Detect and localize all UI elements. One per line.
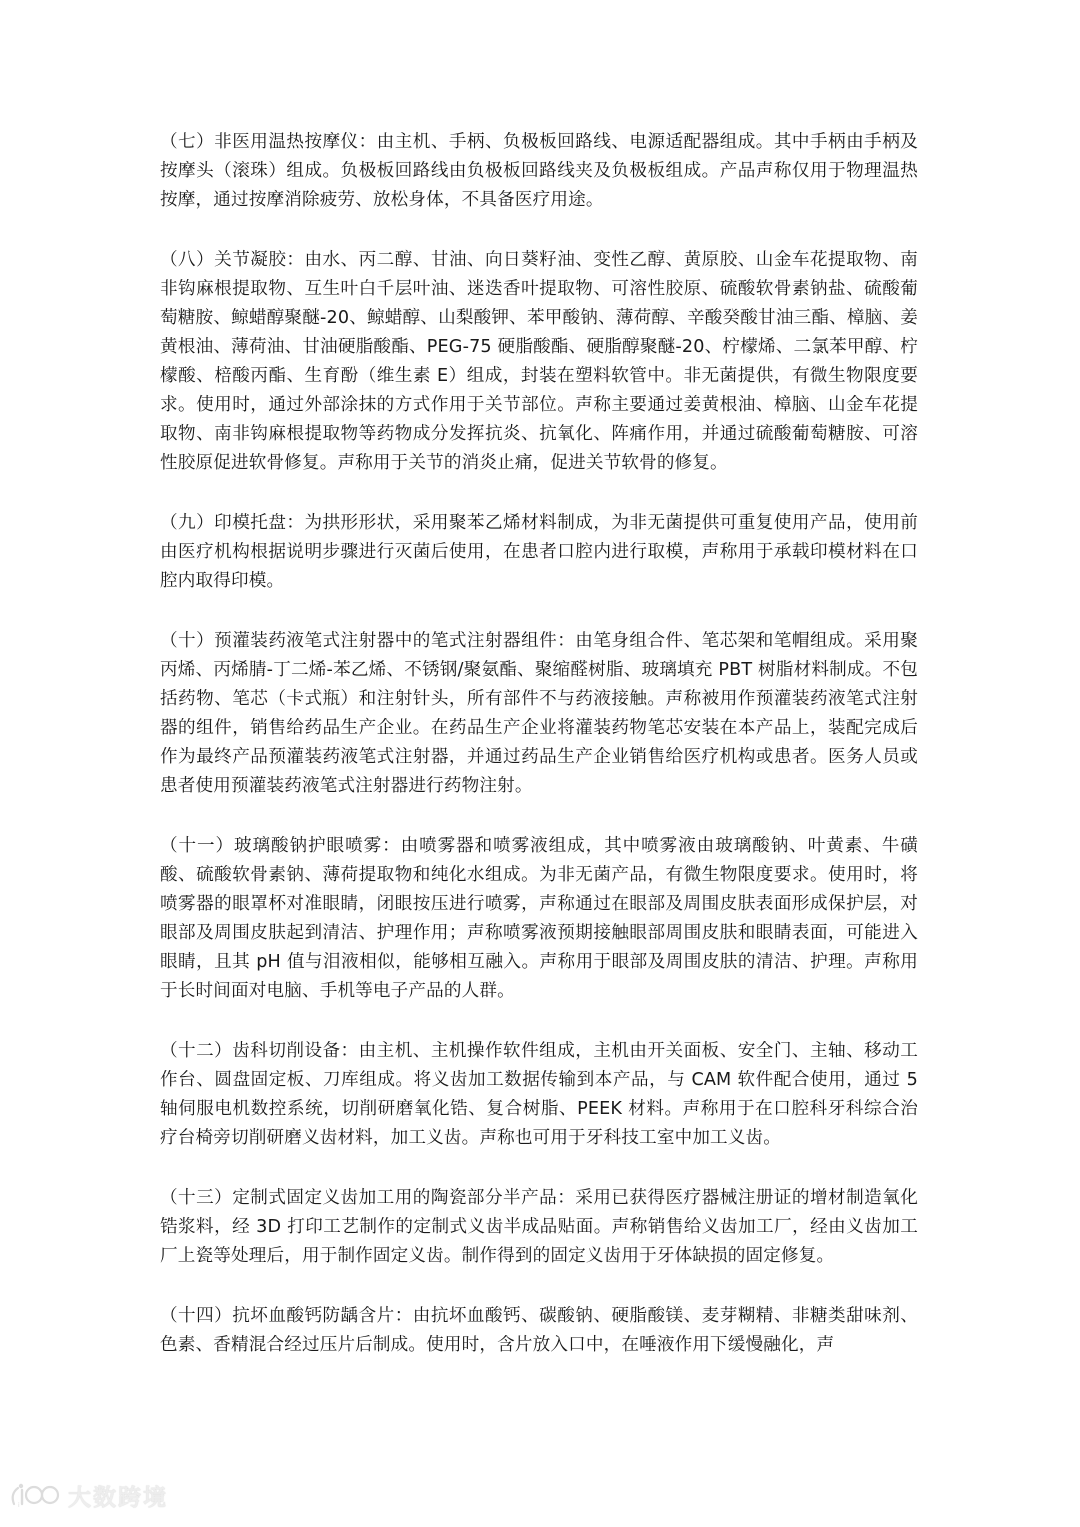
- paragraph-10: （十）预灌装药液笔式注射器中的笔式注射器组件：由笔身组合件、笔芯架和笔帽组成。采用聚丙烯、丙烯腈-丁二烯-苯乙烯、不锈钢/聚氨酯、聚缩醛树脂、玻璃填充 PBT 树脂材料制成。不包括药物、笔芯（卡式瓶）和注射针头，所有部件不与药液接触。声称被用作预灌装药液笔式注射器的组件，销售给药品生产企业。在药品生产企业将灌装药物笔芯安装在本产品上，装配完成后作为最终产品预灌装药液笔式注射器，并通过药品生产企业销售给医疗机构或患者。医务人员或患者使用预灌装药液笔式注射器进行药物注射。: [160, 631, 918, 796]
- paragraph-7: （七）非医用温热按摩仪：由主机、手柄、负极板回路线、电源适配器组成。其中手柄由手柄及按摩头（滚珠）组成。负极板回路线由负极板回路线夹及负极板组成。产品声称仅用于物理温热按摩，通过按摩消除疲劳、放松身体，不具备医疗用途。: [160, 132, 918, 210]
- paragraph-8: （八）关节凝胶：由水、丙二醇、甘油、向日葵籽油、变性乙醇、黄原胶、山金车花提取物、南非钩麻根提取物、互生叶白千层叶油、迷迭香叶提取物、可溶性胶原、硫酸软骨素钠盐、硫酸葡萄糖胺、鲸蜡醇聚醚-20、鲸蜡醇、山梨酸钾、苯甲酸钠、薄荷醇、辛酸癸酸甘油三酯、樟脑、姜黄根油、薄荷油、甘油硬脂酸酯、PEG-75 硬脂酸酯、硬脂醇聚醚-20、柠檬烯、二氯苯甲醇、柠檬酸、棓酸丙酯、生育酚（维生素 E）组成，封装在塑料软管中。非无菌提供，有微生物限度要求。使用时，通过外部涂抹的方式作用于关节部位。声称主要通过姜黄根油、樟脑、山金车花提取物、南非钩麻根提取物等药物成分发挥抗炎、抗氧化、阵痛作用，并通过硫酸葡萄糖胺、可溶性胶原促进软骨修复。声称用于关节的消炎止痛，促进关节软骨的修复。: [160, 250, 918, 473]
- watermark-text: 大数跨境: [68, 1484, 168, 1511]
- paragraph-14: （十四）抗坏血酸钙防龋含片：由抗坏血酸钙、碳酸钠、硬脂酸镁、麦芽糊精、非糖类甜味剂、色素、香精混合经过压片后制成。使用时，含片放入口中，在唾液作用下缓慢融化，声: [160, 1306, 918, 1355]
- paragraph-9: （九）印模托盘：为拱形形状，采用聚苯乙烯材料制成，为非无菌提供可重复使用产品，使用前由医疗机构根据说明步骤进行灭菌后使用，在患者口腔内进行取模，声称用于承载印模材料在口腔内取得印模。: [160, 513, 918, 591]
- watermark-logo-icon: [8, 1480, 62, 1510]
- document-body: [160, 128, 918, 1360]
- paragraph-13: （十三）定制式固定义齿加工用的陶瓷部分半产品：采用已获得医疗器械注册证的增材制造氧化锆浆料，经 3D 打印工艺制作的定制式义齿半成品贴面。声称销售给义齿加工厂，经由义齿加工厂上瓷等处理后，用于制作固定义齿。制作得到的固定义齿用于牙体缺损的固定修复。: [160, 1188, 918, 1266]
- watermark: [8, 1478, 168, 1512]
- watermark-logo-text: i: [18, 1502, 20, 1509]
- paragraph-12: （十二）齿科切削设备：由主机、主机操作软件组成，主机由开关面板、安全门、主轴、移动工作台、圆盘固定板、刀库组成。将义齿加工数据传输到本产品，与 CAM 软件配合使用，通过 5 轴伺服电机数控系统，切削研磨氧化锆、复合树脂、PEEK 材料。声称用于在口腔科牙科综合治疗台椅旁切削研磨义齿材料，加工义齿。声称也可用于牙科技工室中加工义齿。: [160, 1041, 918, 1148]
- paragraph-11: （十一）玻璃酸钠护眼喷雾：由喷雾器和喷雾液组成，其中喷雾液由玻璃酸钠、叶黄素、牛磺酸、硫酸软骨素钠、薄荷提取物和纯化水组成。为非无菌产品，有微生物限度要求。使用时，将喷雾器的眼罩杯对准眼睛，闭眼按压进行喷雾，声称通过在眼部及周围皮肤表面形成保护层，对眼部及周围皮肤起到清洁、护理作用；声称喷雾液预期接触眼部周围皮肤和眼睛表面，可能进入眼睛，且其 pH 值与泪液相似，能够相互融入。声称用于眼部及周围皮肤的清洁、护理。声称用于长时间面对电脑、手机等电子产品的人群。: [160, 836, 918, 1001]
